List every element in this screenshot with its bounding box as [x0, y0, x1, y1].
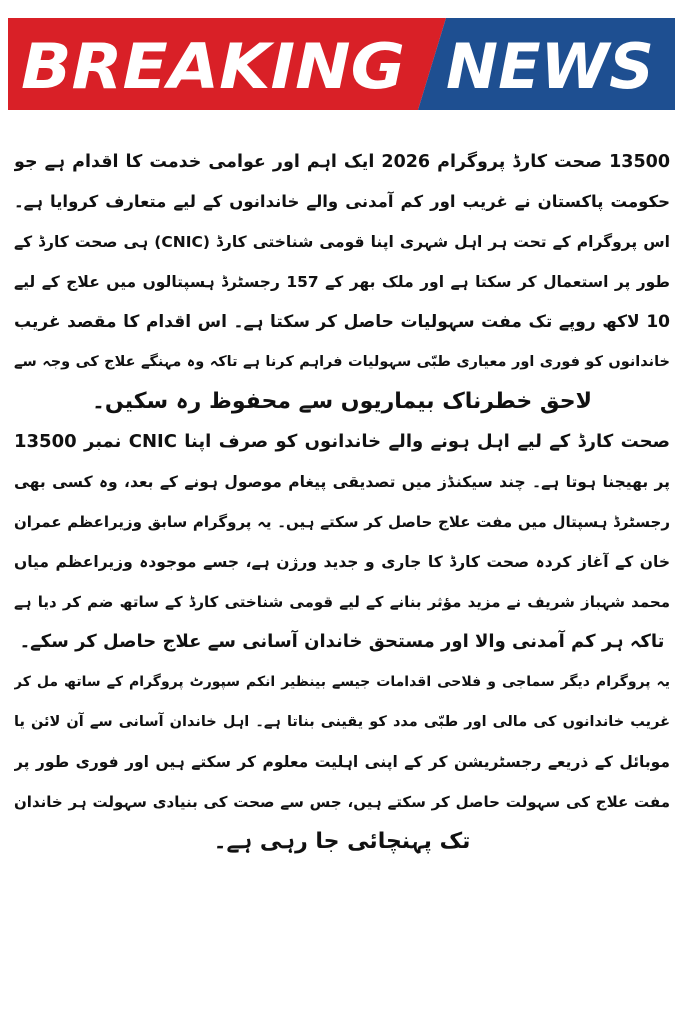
- article-paragraph-2: [14, 422, 670, 662]
- paragraph-line: محمد شہباز شریف نے مزید مؤثر بنانے کے لیے قومی شناختی کارڈ کے ساتھ ضم کر دیا ہے: [14, 593, 670, 611]
- paragraph-line: غریب خاندانوں کی مالی اور طبّی مدد کو یقینی بناتا ہے۔ اہل خاندان آسانی سے آن لائن یا: [14, 714, 670, 730]
- paragraph-line: 13500 صحت کارڈ پروگرام 2026 ایک اہم اور عوامی خدمت کا اقدام ہے جو: [14, 152, 670, 172]
- banner-word-breaking: BREAKING: [21, 30, 405, 103]
- paragraph-line: پر بھیجنا ہوتا ہے۔ چند سیکنڈز میں تصدیقی پیغام موصول ہونے کے بعد، وہ کسی بھی: [14, 473, 670, 491]
- paragraph-line: تک پہنچائی جا رہی ہے۔: [213, 829, 471, 854]
- paragraph-line: خان کے آغاز کردہ صحت کارڈ کا جاری و جدید ورژن ہے، جسے موجودہ وزیراعظم میاں: [14, 553, 670, 571]
- paragraph-line: حکومت پاکستان نے غریب اور کم آمدنی والے خاندانوں کے لیے متعارف کروایا ہے۔: [14, 192, 670, 211]
- paragraph-line: اس پروگرام کے تحت ہر اہل شہری اپنا قومی شناختی کارڈ (CNIC) ہی صحت کارڈ کے: [14, 233, 670, 251]
- article-paragraph-3: [14, 662, 670, 862]
- paragraph-line: طور پر استعمال کر سکتا ہے اور ملک بھر کے 157 رجسٹرڈ ہسپتالوں میں علاج کے لیے: [14, 273, 670, 291]
- paragraph-line: موبائل کے ذریعے رجسٹریشن کر کے اپنی اہلیت معلوم کر سکتے ہیں اور فوری طور پر: [14, 753, 670, 771]
- article-paragraph-1: [14, 142, 670, 422]
- paragraph-line: رجسٹرڈ ہسپتال میں مفت علاج حاصل کر سکتے ہیں۔ یہ پروگرام سابق وزیراعظم عمران: [14, 513, 670, 531]
- paragraph-line: یہ پروگرام دیگر سماجی و فلاحی اقدامات جیسے بینظیر انکم سپورٹ پروگرام کے ساتھ مل کر: [14, 674, 670, 690]
- banner-word-news: NEWS: [446, 30, 654, 103]
- paragraph-line: 10 لاکھ روپے تک مفت سہولیات حاصل کر سکتا ہے۔ اس اقدام کا مقصد غریب: [14, 312, 670, 332]
- paragraph-line: تاکہ ہر کم آمدنی والا اور مستحق خاندان آسانی سے علاج حاصل کر سکے۔: [19, 631, 665, 652]
- paragraph-line: خاندانوں کو فوری اور معیاری طبّی سہولیات فراہم کرنا ہے تاکہ وہ مہنگے علاج کی وجہ سے: [14, 354, 670, 370]
- paragraph-line: لاحق خطرناک بیماریوں سے محفوظ رہ سکیں۔: [92, 389, 592, 414]
- paragraph-line: مفت علاج کی سہولت حاصل کر سکتے ہیں، جس سے صحت کی بنیادی سہولت ہر خاندان: [14, 793, 670, 811]
- breaking-news-banner: [8, 18, 675, 110]
- article-body: [14, 142, 670, 862]
- paragraph-line: صحت کارڈ کے لیے اہل ہونے والے خاندانوں کو صرف اپنا CNIC نمبر 13500: [14, 431, 670, 452]
